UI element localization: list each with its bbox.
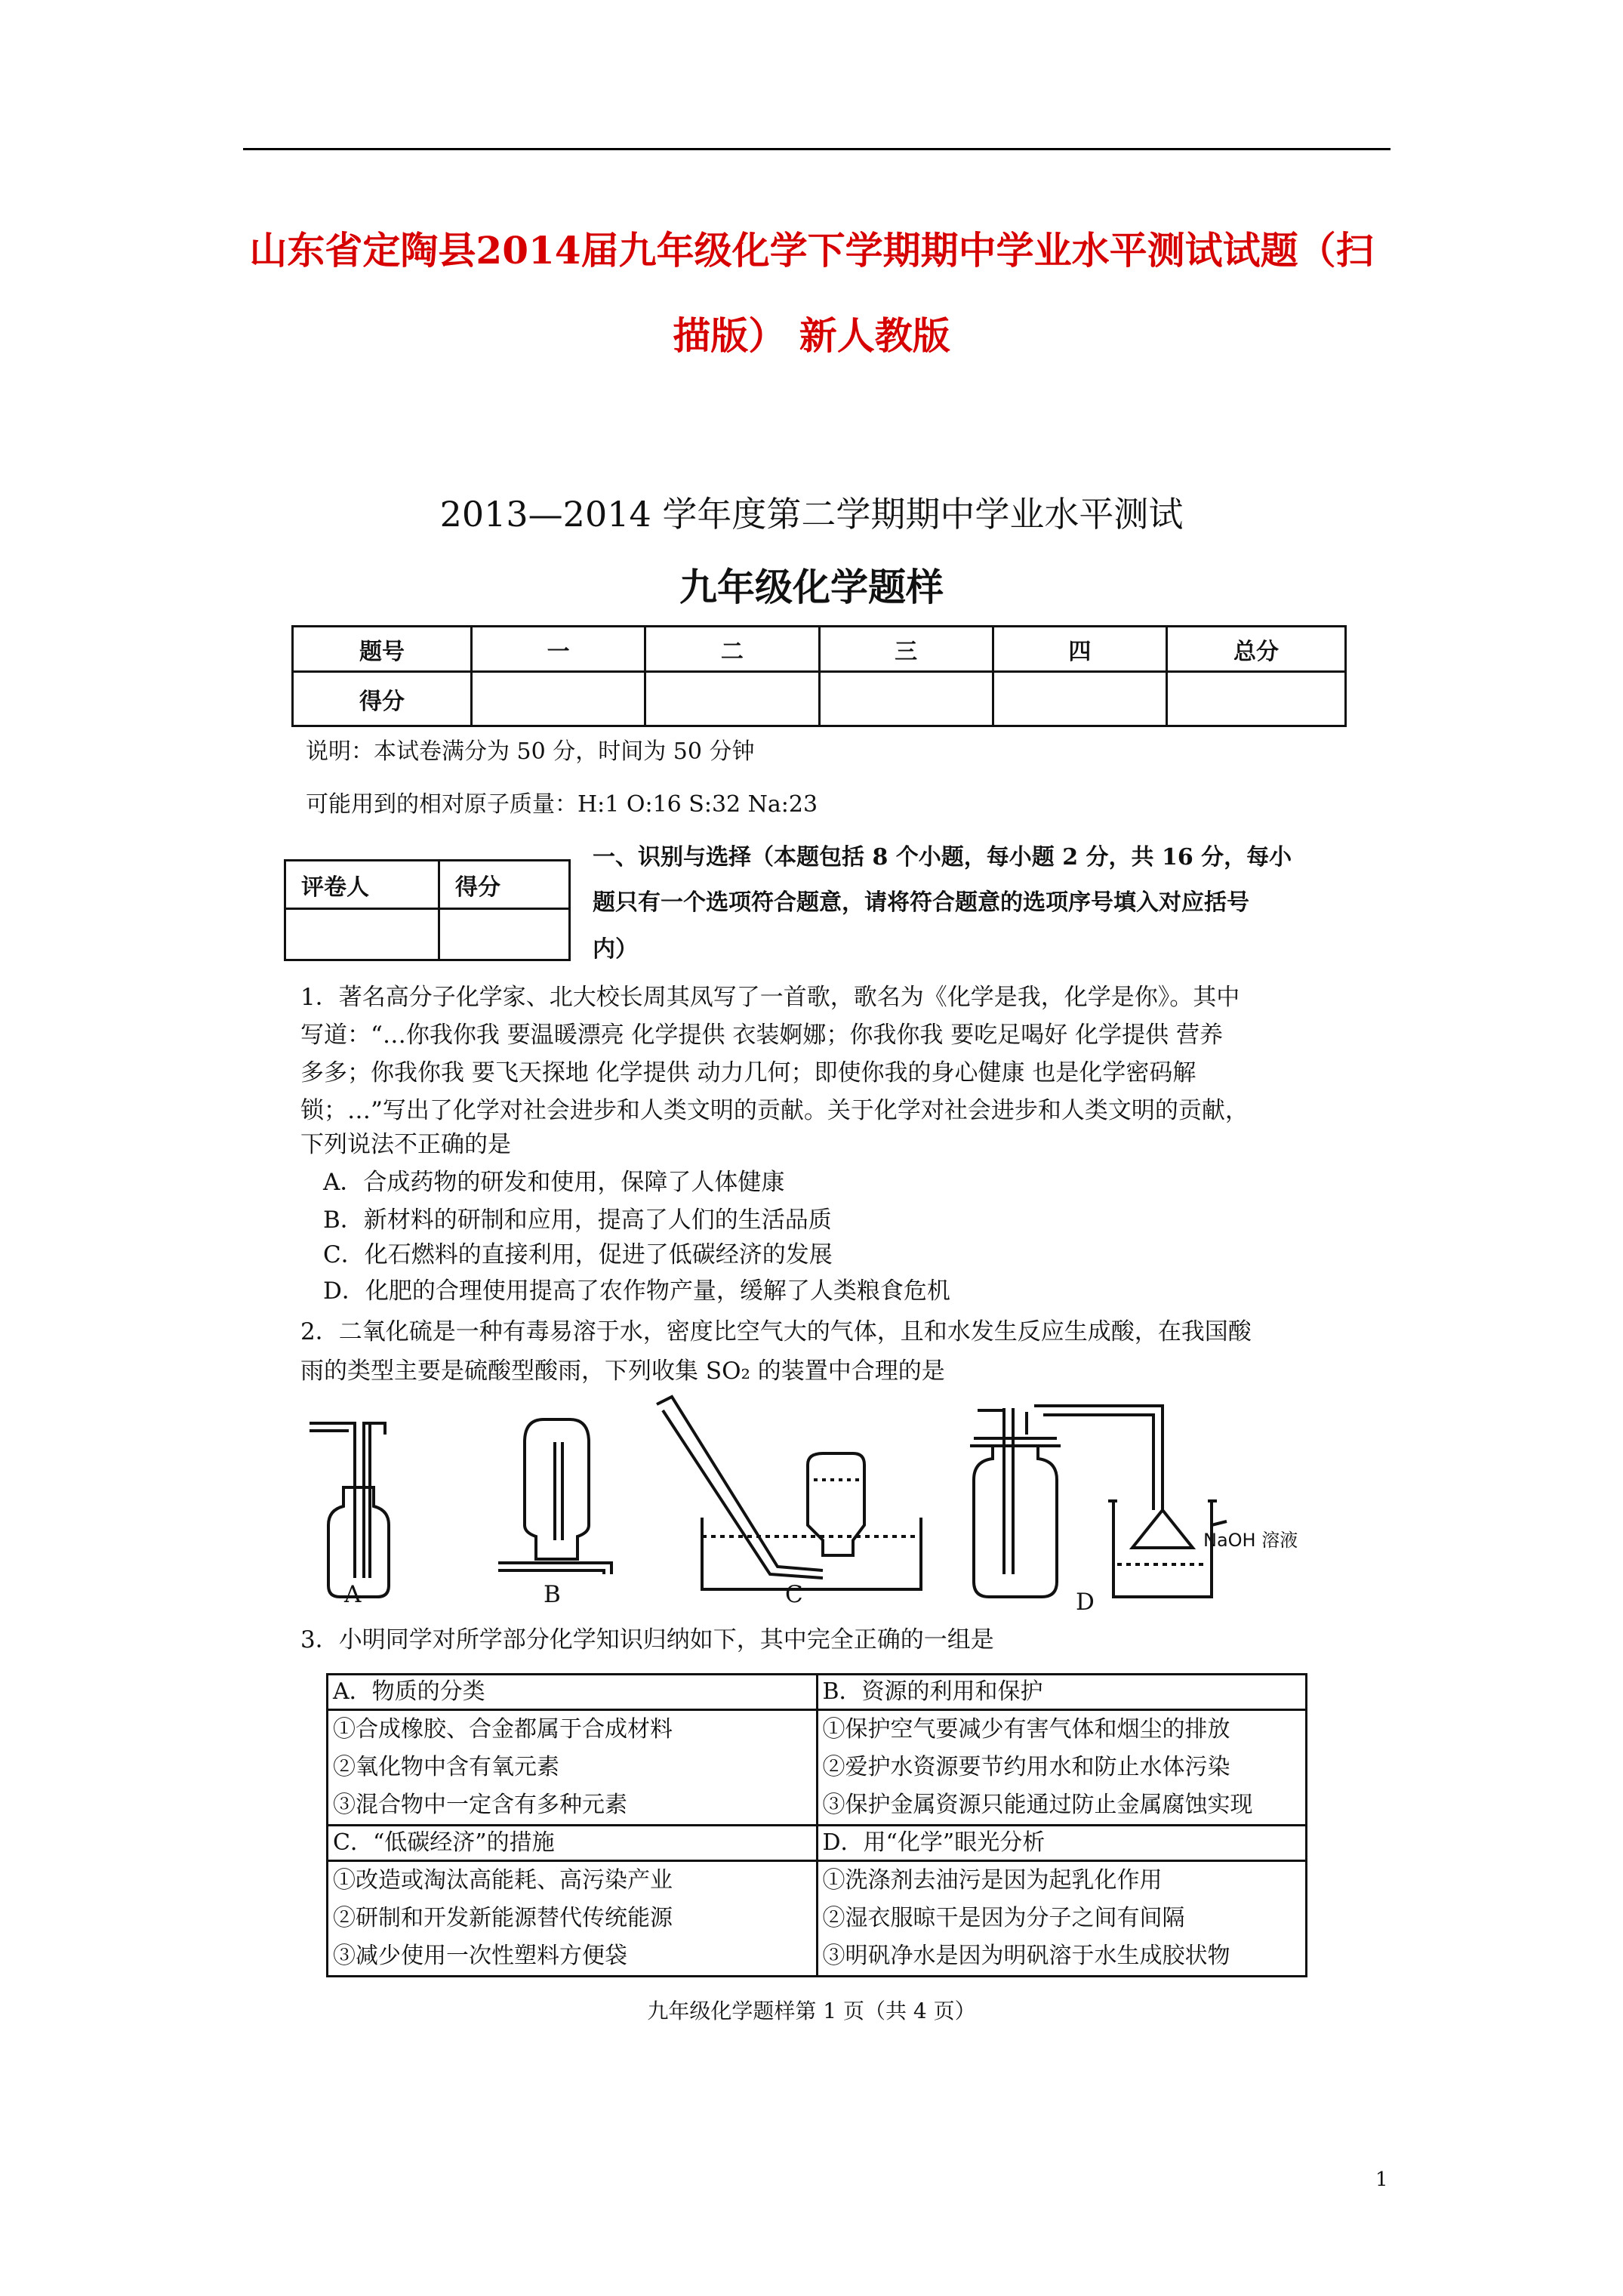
apparatus-d <box>970 1406 1227 1597</box>
q1-line: 锁；…”写出了化学对社会进步和人类文明的贡献。关于化学对社会进步和人类文明的贡献， <box>300 1097 1249 1124</box>
q1-line: 下列说法不正确的是 <box>300 1131 511 1158</box>
q3-a-item: ②氧化物中含有氧元素 <box>333 1754 559 1780</box>
note-line-2: 可能用到的相对原子质量：H:1 O:16 S:32 Na:23 <box>306 791 818 818</box>
section1-line2: 题只有一个选项符合题意，请将符合题意的选项序号填入对应括号 <box>593 889 1249 916</box>
q3-d-item: ②湿衣服晾干是因为分子之间有间隔 <box>822 1905 1185 1931</box>
score-header-cell: 一 <box>472 627 645 672</box>
score-header-cell: 总分 <box>1167 627 1346 672</box>
doc-title-line2: 描版） 新人教版 <box>673 313 950 358</box>
exam-title: 2013—2014 学年度第二学期期中学业水平测试 <box>439 494 1184 535</box>
q3-a-item: ①合成橡胶、合金都属于合成材料 <box>333 1716 673 1743</box>
q3-b-item: ①保护空气要减少有害气体和烟尘的排放 <box>822 1716 1230 1743</box>
q3-table <box>326 1673 1307 1977</box>
apparatus-c <box>657 1397 921 1589</box>
q3-a-head: A．物质的分类 <box>328 1675 818 1710</box>
exam-footer: 九年级化学题样第 1 页（共 4 页） <box>647 1999 976 2023</box>
grader-col1: 评卷人 <box>285 861 439 909</box>
apparatus-label-c: C <box>785 1581 803 1608</box>
q1-line: 多多；你我你我 要飞天探地 化学提供 动力几何；即使你我的身心健康 也是化学密码解 <box>300 1059 1196 1086</box>
q3-a-items <box>328 1710 818 1826</box>
q3-d-item: ①洗涤剂去油污是因为起乳化作用 <box>822 1867 1163 1894</box>
score-header-cell: 二 <box>645 627 819 672</box>
q2-line: 雨的类型主要是硫酸型酸雨，下列收集 SO₂ 的装置中合理的是 <box>300 1358 945 1385</box>
apparatus-label-b: B <box>544 1581 561 1608</box>
q3-d-items <box>817 1861 1307 1977</box>
q3-a-item: ③混合物中一定含有多种元素 <box>333 1792 627 1818</box>
q3-b-items <box>817 1710 1307 1826</box>
q3-b-item: ②爱护水资源要节约用水和防止水体污染 <box>822 1754 1230 1780</box>
score-header-cell: 三 <box>819 627 993 672</box>
apparatus-a <box>310 1423 389 1597</box>
score-header-cell: 题号 <box>293 627 472 672</box>
q1-option-b: B．新材料的研制和应用，提高了人们的生活品质 <box>323 1207 832 1234</box>
q3-c-item: ②研制和开发新能源替代传统能源 <box>333 1905 673 1931</box>
grader-col2: 得分 <box>439 861 570 909</box>
doc-title-line1: 山东省定陶县2014届九年级化学下学期期中学业水平测试试题（扫 <box>249 228 1374 273</box>
q3-c-item: ③减少使用一次性塑料方便袋 <box>333 1943 627 1969</box>
apparatus-b <box>498 1419 611 1574</box>
grader-cell <box>285 909 439 960</box>
q3-stem: 3．小明同学对所学部分化学知识归纳如下，其中完全正确的一组是 <box>300 1626 994 1653</box>
note-line-1: 说明：本试卷满分为 50 分，时间为 50 分钟 <box>306 738 755 765</box>
top-rule <box>243 148 1390 150</box>
apparatus-diagram <box>294 1389 1366 1616</box>
page-number: 1 <box>1375 2168 1388 2191</box>
apparatus-label-d: D <box>1076 1589 1095 1616</box>
grader-table <box>284 859 571 961</box>
score-cell <box>993 672 1166 726</box>
q1-line: 1．著名高分子化学家、北大校长周其凤写了一首歌，歌名为《化学是我，化学是你》。其中 <box>300 984 1240 1011</box>
q2-line: 2．二氧化硫是一种有毒易溶于水，密度比空气大的气体，且和水发生反应生成酸，在我国酸 <box>300 1318 1252 1345</box>
q1-line: 写道：“…你我你我 要温暖漂亮 化学提供 衣装婀娜；你我你我 要吃足喝好 化学提供 营养 <box>300 1022 1223 1049</box>
q3-b-item: ③保护金属资源只能通过防止金属腐蚀实现 <box>822 1792 1253 1818</box>
score-cell <box>472 672 645 726</box>
q3-d-item: ③明矾净水是因为明矾溶于水生成胶状物 <box>822 1943 1230 1969</box>
score-cell <box>1167 672 1346 726</box>
q1-option-c: C．化石燃料的直接利用，促进了低碳经济的发展 <box>323 1241 833 1268</box>
q3-c-head: C．“低碳经济”的措施 <box>328 1826 818 1861</box>
score-header-cell: 四 <box>993 627 1166 672</box>
q3-b-head: B．资源的利用和保护 <box>817 1675 1307 1710</box>
q3-c-items <box>328 1861 818 1977</box>
grader-cell <box>439 909 570 960</box>
score-cell <box>645 672 819 726</box>
section1-line1: 一、识别与选择（本题包括 8 个小题，每小题 2 分，共 16 分，每小 <box>593 844 1292 871</box>
score-table <box>291 625 1347 727</box>
exam-subtitle: 九年级化学题样 <box>679 565 944 609</box>
naoh-label: NaOH 溶液 <box>1203 1530 1298 1551</box>
score-row-label: 得分 <box>293 672 472 726</box>
score-cell <box>819 672 993 726</box>
q1-option-a: A．合成药物的研发和使用，保障了人体健康 <box>323 1169 785 1196</box>
q3-c-item: ①改造或淘汰高能耗、高污染产业 <box>333 1867 673 1894</box>
q1-option-d: D．化肥的合理使用提高了农作物产量，缓解了人类粮食危机 <box>323 1277 950 1305</box>
q3-d-head: D．用“化学”眼光分析 <box>817 1826 1307 1861</box>
apparatus-label-a: A <box>344 1581 362 1608</box>
section1-line3: 内） <box>593 936 638 963</box>
